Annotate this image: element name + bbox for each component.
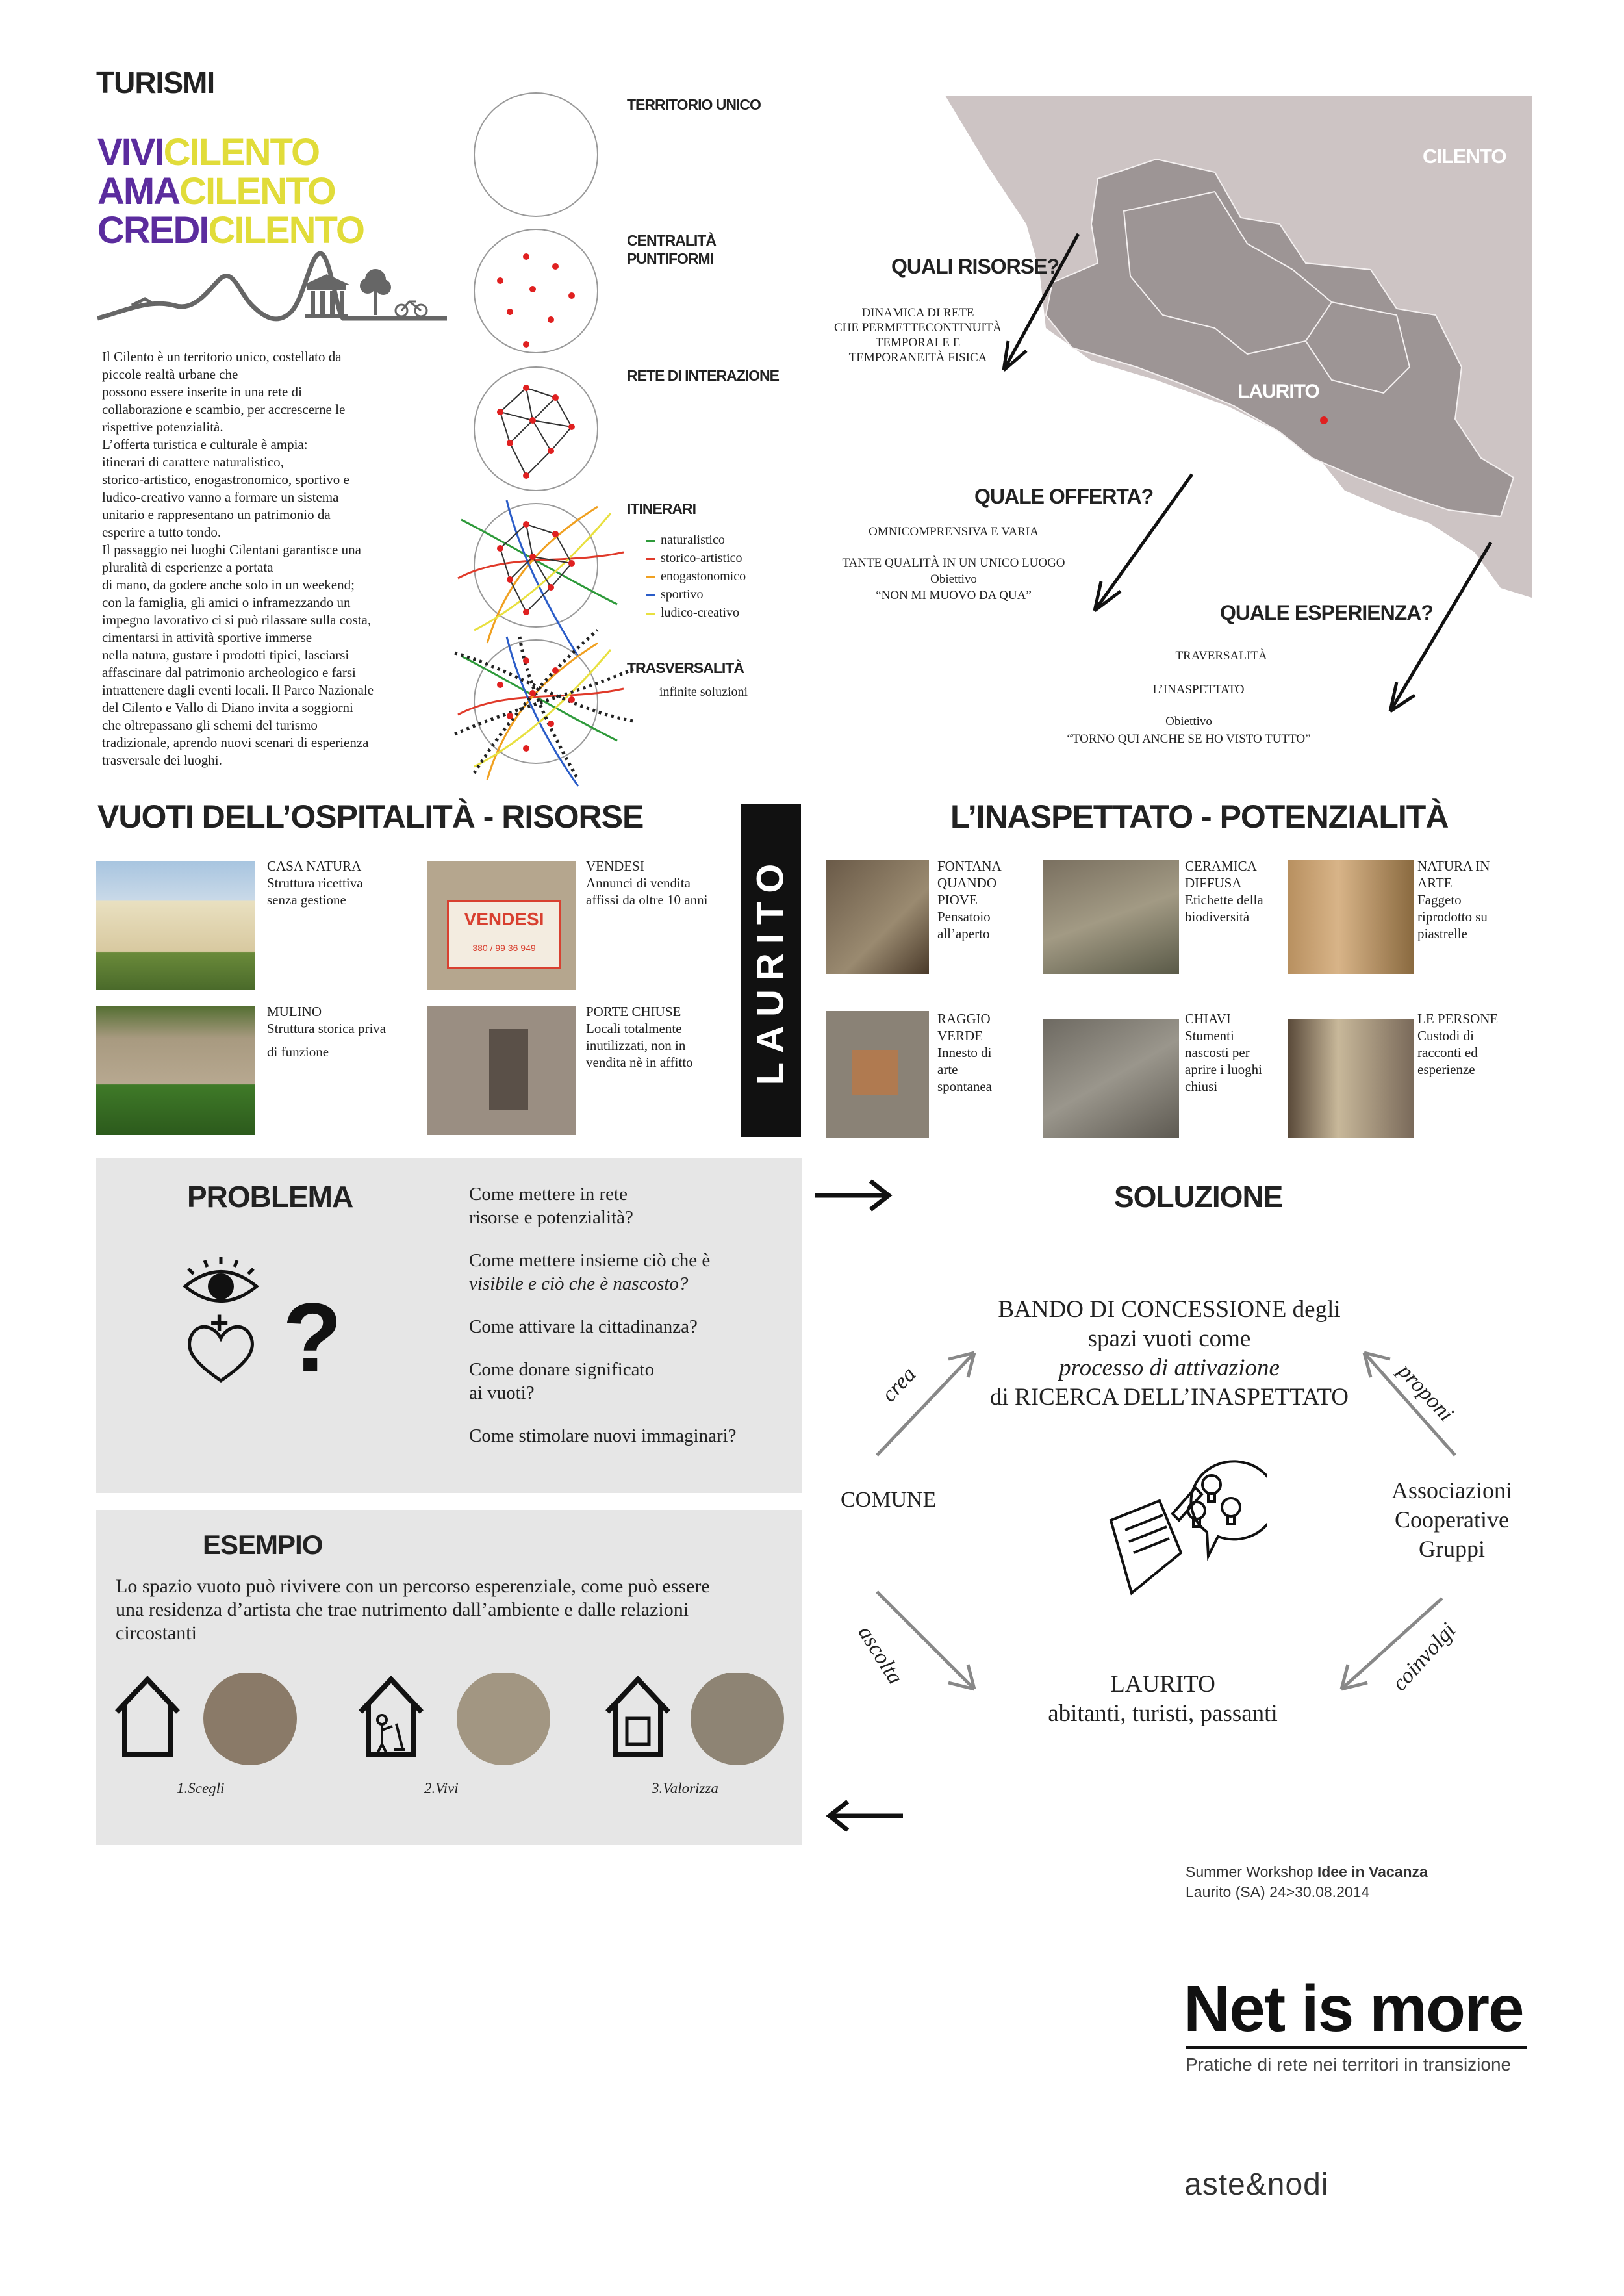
laurito-band-label: LAURITO	[749, 854, 792, 1086]
inaspettato-item-raggio-verde: RAGGIO VERDE Innesto di arte spontanea	[937, 1011, 992, 1094]
vuoti-item-casa-natura: CASA NATURA Struttura ricettiva senza gestione	[267, 858, 363, 908]
soluzione-associazioni: Associazioni Cooperative Gruppi	[1391, 1477, 1512, 1562]
photo-raggio-verde	[826, 1011, 929, 1138]
vuoti-title: VUOTI DELL’OSPITALITÀ - RISORSE	[97, 798, 644, 835]
inaspettato-item-fontana: FONTANA QUANDO PIOVE Pensatoio all’aperto	[937, 858, 1002, 941]
inaspettato-item-le-persone: LE PERSONE Custodi di racconti ed esperienze	[1417, 1011, 1499, 1077]
laurito-vertical-band	[741, 804, 801, 1137]
circle-centralita	[474, 229, 598, 353]
plus-sign: +	[210, 1305, 229, 1341]
label-trasversalita: TRASVERSALITÀ	[627, 659, 744, 676]
legend-item: ludico-creativo	[646, 604, 746, 622]
house-icon-2	[361, 1679, 422, 1754]
problema-title: PROBLEMA	[187, 1180, 353, 1214]
photo-le-persone	[1288, 1019, 1414, 1138]
turismi-title: TURISMI	[96, 66, 215, 99]
photo-step-1	[203, 1673, 297, 1765]
label-territorio-unico: TERRITORIO UNICO	[627, 96, 761, 113]
inaspettato-item-ceramica: CERAMICA DIFFUSA Etichette della biodiversità	[1185, 858, 1263, 925]
label-rete-interazione: RETE DI INTERAZIONE	[627, 367, 780, 384]
logo-line-2: AMACILENTO	[97, 170, 335, 212]
turismi-paragraph: Il Cilento è un territorio unico, costellato da piccole realtà urbane che possono essere inserite in una rete di collaborazione e scambio, per accrescerne le rispettive potenzialità. L’offerta turistica e culturale è ampia: itinerari di carattere naturalistico, storico-artistico, enogastronomico, sportivo e ludico-creativo vanno a formare un sistema unitario e rappresentano un patrimonio da esperire a tutto tondo. Il passaggio nei luoghi Cilentani garantisce una pluralità di esperienze a portata di mano, da godere anche solo in un weekend; con la famiglia, gli amici o inframezzando un impegno lavorativo ci si può rilassare sulla costa, cimentarsi in attività sportive immerse nella natura, gustare i prodotti tipici, lasciarsi affascinare dal patrimonio archeologico e farsi intrattenere dagli eventi locali. Il Parco Nazionale del Cilento e Vallo di Diano invita a soggiorni che oltrepassano gli schemi del turismo tradizionale, aprendo nuovi scenari di esperienza trasversale dei luoghi.	[102, 349, 374, 768]
itinerari-legend	[646, 531, 746, 622]
map-label-laurito: LAURITO	[1237, 381, 1319, 402]
inaspettato-title: L’INASPETTATO - POTENZIALITÀ	[950, 798, 1449, 835]
legend-item: sportivo	[646, 585, 746, 604]
eye-heart-question-icon	[179, 1257, 348, 1413]
label-ascolta: ascolta	[853, 1622, 908, 1689]
label-proponi: proponi	[1393, 1359, 1458, 1427]
question-quale-offerta: QUALE OFFERTA?	[974, 485, 1154, 508]
inaspettato-item-natura-in-arte: NATURA IN ARTE Faggeto riprodotto su piastrelle	[1417, 858, 1490, 941]
photo-porte-chiuse	[427, 1006, 576, 1135]
arrow-left-icon	[822, 1796, 906, 1835]
photo-mulino	[96, 1006, 255, 1135]
frame-icon	[627, 1718, 649, 1744]
vendesi-sign: VENDESI 380 / 99 36 949	[447, 900, 561, 969]
photo-step-2	[457, 1673, 550, 1765]
label-infinite-soluzioni: infinite soluzioni	[659, 685, 748, 699]
brand-net-is-more: Net is more	[1184, 1972, 1523, 2045]
quale-esperienza-text: TRAVERSALITÀ L’INASPETTATO Obiettivo “TORNO QUI ANCHE SE HO VISTO TUTTO”	[1067, 649, 1311, 746]
aste-nodi-logo: aste&nodi	[1184, 2167, 1329, 2202]
legend-item: storico-artistico	[646, 549, 746, 567]
photo-chiavi	[1043, 1019, 1179, 1138]
logo-line-1: VIVICILENTO	[97, 131, 320, 173]
circle-territorio	[474, 93, 598, 216]
photo-ceramica	[1043, 860, 1179, 974]
esempio-text: Lo spazio vuoto può rivivere con un percorso esperenziale, come può essere una residenza d’artista che trae nutrimento dall’ambiente e dalle relazioni circostanti	[116, 1575, 710, 1644]
problema-questions: Come mettere in rete risorse e potenzialità? Come mettere insieme ciò che è visibile e ciò che è nascosto? Come attivare la cittadinanza? Come donare significato ai vuoti? Come stimolare nuovi immaginari?	[469, 1184, 737, 1446]
raggio-verde-tile	[852, 1050, 898, 1095]
arrow-right-icon	[812, 1176, 896, 1215]
photo-step-3	[691, 1673, 784, 1765]
step-label-2: 2.Vivi	[424, 1780, 459, 1796]
network-diagram	[448, 84, 643, 793]
question-quale-esperienza: QUALE ESPERIENZA?	[1220, 601, 1433, 624]
photo-natura-in-arte	[1288, 860, 1414, 974]
soluzione-comune: COMUNE	[841, 1488, 937, 1512]
workshop-name: Idee in Vacanza	[1317, 1863, 1428, 1880]
soluzione-title: SOLUZIONE	[1114, 1180, 1283, 1214]
document-and-ideas-icon	[1098, 1449, 1267, 1598]
closed-door	[489, 1029, 528, 1110]
logo-line-3: CREDICILENTO	[97, 209, 364, 251]
question-quali-risorse: QUALI RISORSE?	[891, 255, 1059, 278]
workshop-info	[1186, 1862, 1428, 1902]
cilento-landscape-illustration	[96, 214, 447, 325]
brand-tagline: Pratiche di rete nei territori in transizione	[1186, 2054, 1512, 2074]
legend-item: enogastonomico	[646, 567, 746, 585]
vuoti-item-mulino: MULINO Struttura storica priva di funzione	[267, 1004, 387, 1060]
photo-fontana	[826, 860, 929, 974]
esempio-steps-illustration	[110, 1673, 799, 1777]
step-label-1: 1.Scegli	[177, 1780, 225, 1796]
label-centralita: CENTRALITÀ PUNTIFORMI	[627, 232, 716, 267]
inaspettato-item-chiavi: CHIAVI Stumenti nascosti per aprire i luoghi chiusi	[1185, 1011, 1262, 1094]
workshop-dates: Laurito (SA) 24>30.08.2014	[1186, 1883, 1370, 1900]
map-label-cilento: CILENTO	[1423, 145, 1506, 168]
question-mark: ?	[283, 1282, 342, 1392]
photo-casa-natura	[96, 861, 255, 990]
vuoti-item-vendesi: VENDESI Annunci di vendita affissi da oltre 10 anni	[586, 858, 708, 908]
label-coinvolgi: coinvolgi	[1388, 1618, 1461, 1696]
label-itinerari: ITINERARI	[627, 500, 696, 517]
workshop-prefix: Summer Workshop	[1186, 1863, 1317, 1880]
step-label-3: 3.Valorizza	[652, 1780, 718, 1796]
quale-offerta-text: OMNICOMPRENSIVA E VARIA TANTE QUALITÀ IN UN UNICO LUOGO Obiettivo “NON MI MUOVO DA QUA”	[842, 525, 1065, 602]
quali-risorse-text: DINAMICA DI RETE CHE PERMETTECONTINUITÀ TEMPORALE E TEMPORANEITÀ FISICA	[833, 306, 1002, 364]
legend-item: naturalistico	[646, 531, 746, 549]
photo-vendesi	[427, 861, 576, 990]
circle-rete	[474, 367, 598, 491]
soluzione-bando: BANDO DI CONCESSIONE degli spazi vuoti come processo di attivazione di RICERCA DELL’INASPETTATO	[989, 1296, 1349, 1410]
vuoti-item-porte-chiuse: PORTE CHIUSE Locali totalmente inutilizzati, non in vendita nè in affitto	[586, 1004, 693, 1070]
esempio-title: ESEMPIO	[203, 1529, 323, 1560]
brand-underline	[1186, 2046, 1527, 2049]
soluzione-laurito: LAURITO abitanti, turisti, passanti	[1048, 1671, 1278, 1727]
label-crea: crea	[877, 1362, 921, 1407]
house-icon-1	[117, 1679, 178, 1754]
